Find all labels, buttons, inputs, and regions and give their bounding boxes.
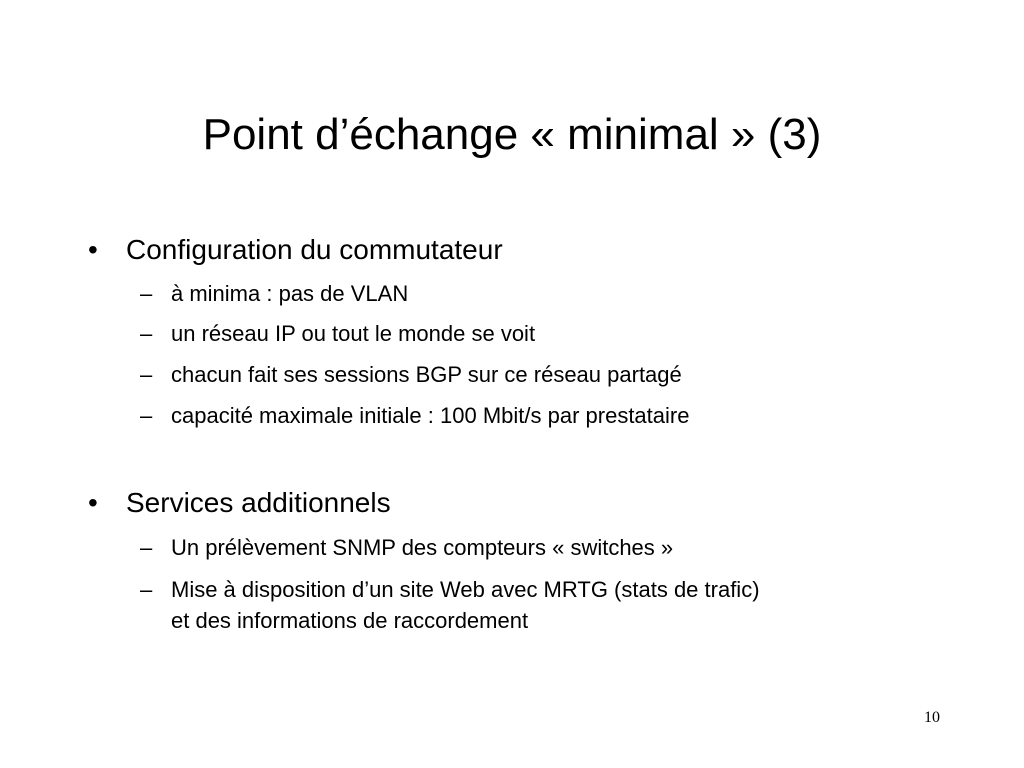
bullet-icon: • bbox=[88, 487, 98, 518]
dash-icon: – bbox=[140, 281, 153, 306]
sub-item-text: Mise à disposition d’un site Web avec MRTG (stats de trafic) bbox=[171, 577, 760, 602]
page-number: 10 bbox=[924, 709, 940, 726]
sub-item-text: chacun fait ses sessions BGP sur ce réseau partagé bbox=[171, 362, 682, 387]
sub-item-text: capacité maximale initiale : 100 Mbit/s par prestataire bbox=[171, 403, 690, 428]
dash-icon: – bbox=[140, 321, 153, 346]
sub-item-text: et des informations de raccordement bbox=[171, 608, 529, 633]
bullet-heading: Configuration du commutateur bbox=[126, 234, 503, 265]
sub-item-text: Un prélèvement SNMP des compteurs « switches » bbox=[171, 535, 674, 560]
dash-icon: – bbox=[140, 403, 153, 428]
bullet-icon: • bbox=[88, 234, 98, 265]
bullet-heading: Services additionnels bbox=[126, 487, 391, 518]
dash-icon: – bbox=[140, 362, 153, 387]
dash-icon: – bbox=[140, 535, 153, 560]
dash-icon: – bbox=[140, 577, 153, 602]
sub-item-text: un réseau IP ou tout le monde se voit bbox=[171, 321, 536, 346]
slide-title: Point d’échange « minimal » (3) bbox=[202, 110, 822, 159]
sub-item-text: à minima : pas de VLAN bbox=[171, 281, 409, 306]
